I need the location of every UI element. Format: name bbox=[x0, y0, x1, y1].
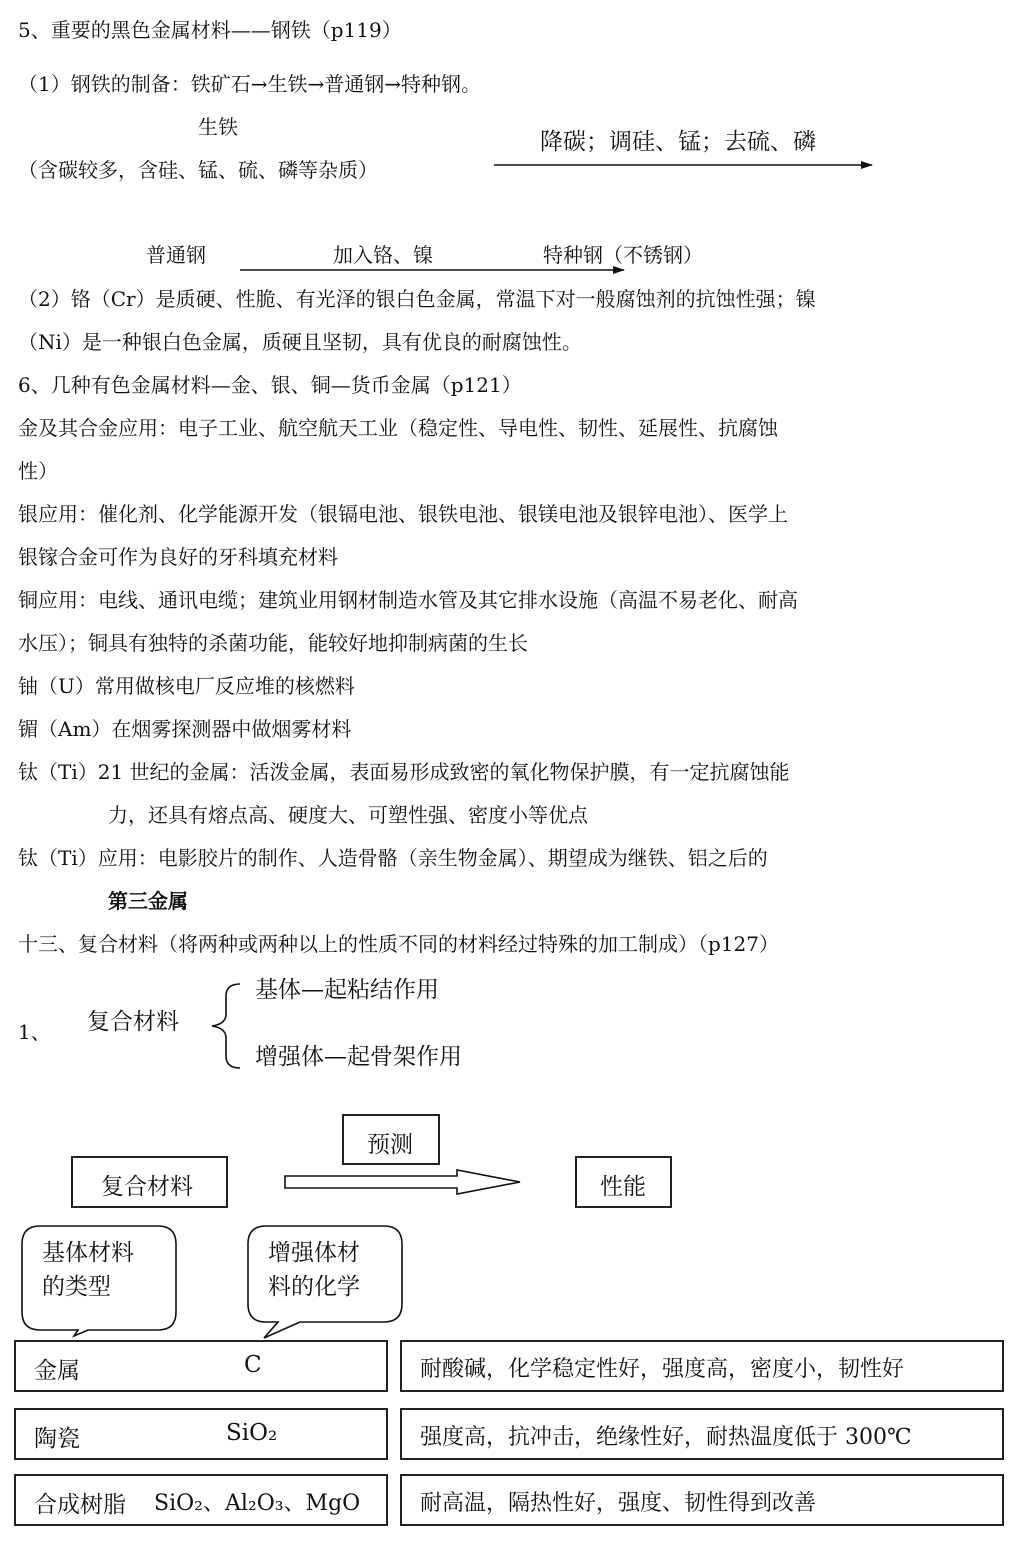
bubble-reinforce-shape bbox=[248, 1226, 402, 1338]
flow-box-performance-label: 性能 bbox=[600, 1174, 646, 1200]
chromium-line-1: （2）铬（Cr）是质硬、性脆、有光泽的银白色金属，常温下对一般腐蚀剂的抗蚀性强；镍 bbox=[18, 287, 816, 311]
row-3-left-box bbox=[14, 1474, 388, 1526]
steel-heading: 5、重要的黑色金属材料——钢铁（p119） bbox=[18, 18, 402, 42]
composite-term: 复合材料 bbox=[87, 1009, 179, 1035]
row-1-right-box bbox=[400, 1340, 1004, 1392]
steel-prep-line: （1）钢铁的制备：铁矿石→生铁→普通钢→特种钢。 bbox=[18, 72, 481, 96]
americium-line: 镅（Am）在烟雾探测器中做烟雾材料 bbox=[18, 717, 352, 741]
bubble-matrix-line-1: 基体材料 bbox=[42, 1240, 134, 1266]
row-3-right-box bbox=[400, 1474, 1004, 1526]
arrow1-label: 降碳；调硅、锰；去硫、磷 bbox=[540, 129, 816, 155]
gold-line-1: 金及其合金应用：电子工业、航空航天工业（稳定性、导电性、韧性、延展性、抗腐蚀 bbox=[18, 416, 778, 440]
row-3-matrix: 合成树脂 bbox=[34, 1492, 126, 1518]
bubble-reinforce-line-1: 增强体材 bbox=[268, 1240, 360, 1266]
flow-box-predict-label: 预测 bbox=[367, 1132, 413, 1158]
row-1-reinforce: C bbox=[244, 1352, 262, 1378]
composite-branch-reinforce: 增强体—起骨架作用 bbox=[255, 1044, 462, 1070]
row-1-left-box bbox=[14, 1340, 388, 1392]
copper-line-1: 铜应用：电线、通讯电缆；建筑业用钢材制造水管及其它排水设施（高温不易老化、耐高 bbox=[18, 588, 798, 612]
titanium-line-2: 力，还具有熔点高、硬度大、可塑性强、密度小等优点 bbox=[108, 803, 588, 827]
titanium-app-line-1: 钛（Ti）应用：电影胶片的制作、人造骨骼（亲生物金属）、期望成为继铁、铝之后的 bbox=[18, 846, 768, 870]
special-steel-label: 特种钢（不锈钢） bbox=[543, 243, 703, 267]
titanium-line-1: 钛（Ti）21 世纪的金属：活泼金属，表面易形成致密的氧化物保护膜，有一定抗腐蚀能 bbox=[18, 760, 790, 784]
row-3-property: 耐高温，隔热性好，强度、韧性得到改善 bbox=[420, 1491, 817, 1516]
row-2-reinforce: SiO₂ bbox=[226, 1420, 278, 1446]
bubble-matrix-line-2: 的类型 bbox=[42, 1274, 111, 1300]
silver-line-1: 银应用：催化剂、化学能源开发（银镉电池、银铁电池、银镁电池及银锌电池）、医学上 bbox=[18, 502, 788, 526]
flow-box-composite-label: 复合材料 bbox=[101, 1174, 193, 1200]
uranium-line: 铀（U）常用做核电厂反应堆的核燃料 bbox=[18, 674, 355, 698]
brace-icon bbox=[212, 984, 240, 1068]
composite-item-number: 1、 bbox=[18, 1020, 51, 1044]
arrow2-label: 加入铬、镍 bbox=[333, 243, 433, 267]
row-2-matrix: 陶瓷 bbox=[34, 1426, 80, 1452]
row-2-left-box bbox=[14, 1408, 388, 1460]
bubble-matrix-shape bbox=[22, 1226, 176, 1336]
row-2-right-box bbox=[400, 1408, 1004, 1460]
silver-line-2: 银镓合金可作为良好的牙科填充材料 bbox=[18, 545, 338, 569]
titanium-app-line-2: 第三金属 bbox=[108, 889, 188, 913]
bubble-reinforce-line-2: 料的化学 bbox=[268, 1274, 360, 1300]
ordinary-steel-label: 普通钢 bbox=[146, 243, 206, 267]
chromium-line-2: （Ni）是一种银白色金属，质硬且坚韧，具有优良的耐腐蚀性。 bbox=[18, 330, 582, 354]
nonferrous-heading: 6、几种有色金属材料—金、银、铜—货币金属（p121） bbox=[18, 373, 522, 397]
pig-iron-label: 生铁 bbox=[198, 115, 238, 139]
composite-branch-matrix: 基体—起粘结作用 bbox=[255, 977, 439, 1003]
gold-line-2: 性） bbox=[18, 459, 58, 483]
row-2-property: 强度高，抗冲击，绝缘性好，耐热温度低于 300℃ bbox=[420, 1425, 912, 1450]
row-3-reinforce: SiO₂、Al₂O₃、MgO bbox=[154, 1491, 361, 1516]
composite-heading: 十三、复合材料（将两种或两种以上的性质不同的材料经过特殊的加工制成）（p127） bbox=[18, 932, 779, 956]
hollow-arrow-icon bbox=[285, 1170, 520, 1194]
row-1-property: 耐酸碱，化学稳定性好，强度高，密度小，韧性好 bbox=[420, 1357, 905, 1382]
pig-iron-note: （含碳较多，含硅、锰、硫、磷等杂质） bbox=[18, 158, 378, 182]
copper-line-2: 水压）；铜具有独特的杀菌功能，能较好地抑制病菌的生长 bbox=[18, 631, 528, 655]
row-1-matrix: 金属 bbox=[34, 1358, 80, 1384]
